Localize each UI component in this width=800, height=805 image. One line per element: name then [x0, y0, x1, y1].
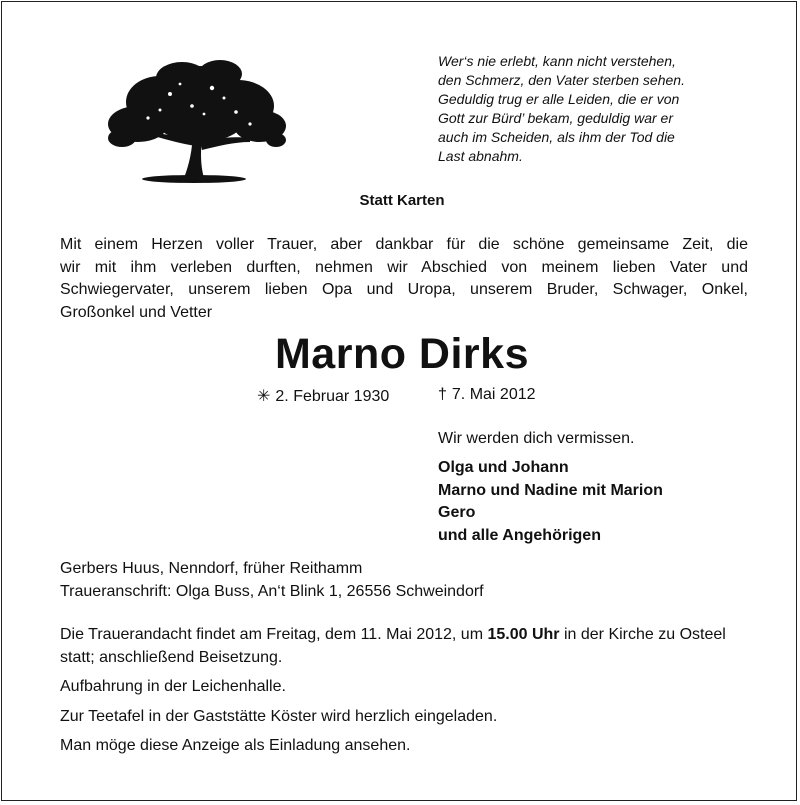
birth-star-icon: ✳ [257, 388, 271, 405]
deceased-name: Marno Dirks [274, 330, 529, 378]
miss-text: Wir werden dich vermissen. [438, 430, 635, 447]
death-cross-icon: † [438, 386, 447, 403]
family-member: Marno und Nadine mit Marion [438, 481, 663, 499]
viewing-note: Aufbahrung in der Leichenhalle. [60, 678, 286, 695]
death-date-text: 7. Mai 2012 [451, 386, 536, 403]
death-date [438, 386, 536, 404]
service-text: Die Trauerandacht findet am Freitag, dem 11. Mai 2012, um [60, 626, 488, 643]
service-note [60, 624, 760, 669]
address-block [60, 558, 484, 603]
poem-line: auch im Scheiden, als ihm der Tod die [438, 129, 675, 145]
intro-text [60, 234, 748, 324]
poem-line: Last abnahm. [438, 148, 523, 164]
poem-line: Gott zur Bürd’ bekam, geduldig war er [438, 110, 674, 126]
family-member: Gero [438, 504, 476, 521]
announcement-frame [1, 1, 797, 801]
family-list [438, 457, 663, 547]
family-member: und alle Angehörigen [438, 526, 601, 544]
address-line: Gerbers Huus, Nenndorf, früher Reithamm [60, 560, 363, 577]
poem-line: den Schmerz, den Vater sterben sehen. [438, 72, 685, 88]
tea-note: Zur Teetafel in der Gaststätte Köster wird herzlich eingeladen. [60, 707, 498, 725]
poem-line: Geduldig trug er alle Leiden, die er von [438, 91, 680, 107]
birth-date-text: 2. Februar 1930 [275, 388, 390, 405]
intro-line: Großonkel und Vetter [60, 303, 213, 321]
family-member: Olga und Johann [438, 459, 569, 476]
poem [438, 52, 768, 166]
service-text-end: in der Kirche zu Osteel statt; anschließend Beisetzung. [60, 626, 726, 666]
notes-block [60, 624, 760, 765]
invitation-note: Man möge diese Anzeige als Einladung ansehen. [60, 737, 411, 754]
intro-line: Schwiegervater, unserem lieben Opa und Uropa, unserem Bruder, Schwager, Onkel, [60, 281, 748, 298]
birth-date [257, 386, 389, 406]
tree-icon [100, 54, 288, 186]
intro-line: wir mit ihm verleben durften, nehmen wir Abschied von meinem lieben Vater und [60, 258, 748, 276]
intro-line: Mit einem Herzen voller Trauer, aber dankbar für die schöne gemeinsame Zeit, die [60, 236, 748, 253]
heading: Statt Karten [359, 192, 445, 209]
service-time: 15.00 Uhr [487, 626, 560, 643]
address-line: Traueranschrift: Olga Buss, An‘t Blink 1, 26556 Schweindorf [60, 582, 484, 600]
poem-line: Wer‘s nie erlebt, kann nicht verstehen, [438, 53, 676, 69]
